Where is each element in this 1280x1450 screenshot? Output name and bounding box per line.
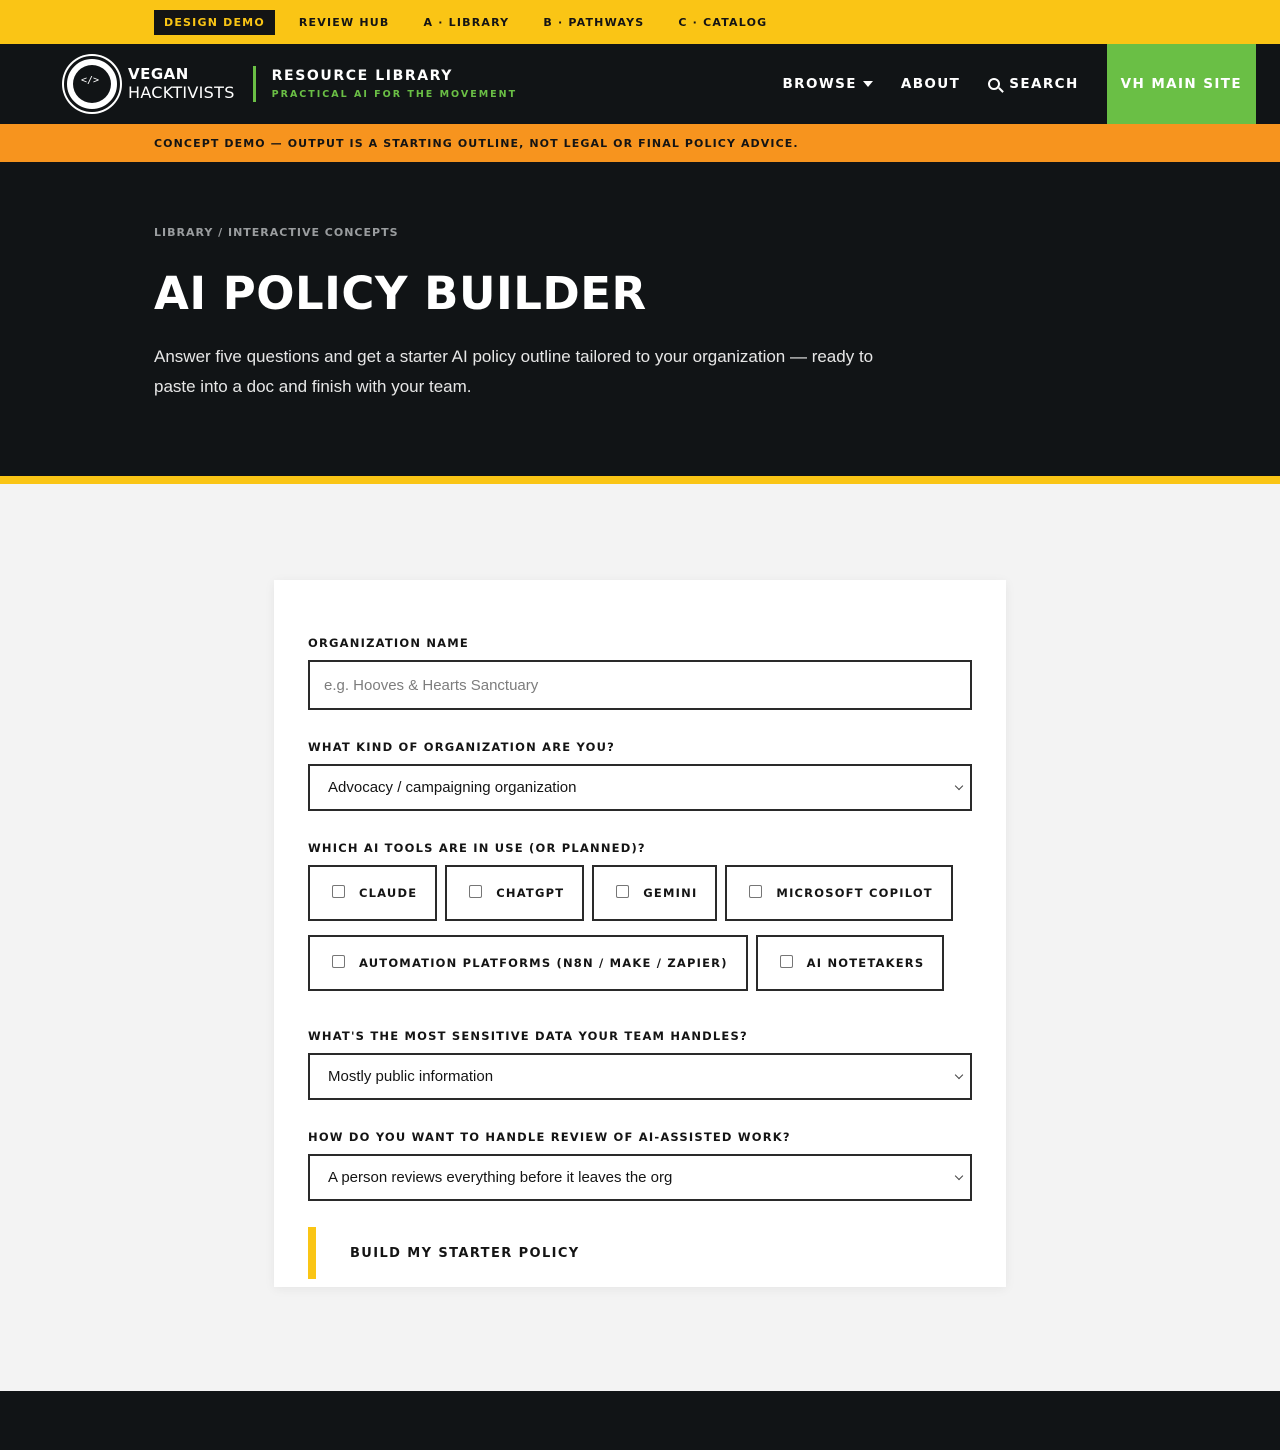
browse-label: BROWSE bbox=[782, 76, 857, 92]
tool-option-chatgpt[interactable] bbox=[445, 865, 584, 921]
browse-menu[interactable] bbox=[782, 76, 872, 92]
pathways-link[interactable]: B · PATHWAYS bbox=[543, 15, 645, 29]
library-tagline: PRACTICAL AI FOR THE MOVEMENT bbox=[271, 89, 518, 100]
page-intro: Answer five questions and get a starter AI policy outline tailored to your organization — ready to paste into a doc and finish with your team. bbox=[154, 347, 874, 396]
tool-option-copilot[interactable] bbox=[725, 865, 952, 921]
about-link[interactable]: ABOUT bbox=[900, 76, 961, 92]
checkbox[interactable] bbox=[469, 885, 482, 898]
tool-option-label: AUTOMATION PLATFORMS (N8N / MAKE / ZAPIER) bbox=[359, 956, 728, 970]
tool-option-label: GEMINI bbox=[643, 886, 698, 900]
sensitive-data-value: Mostly public information bbox=[328, 1068, 494, 1085]
policy-builder-form bbox=[274, 580, 1006, 1287]
sensitive-data-label: WHAT'S THE MOST SENSITIVE DATA YOUR TEAM HANDLES? bbox=[308, 1029, 748, 1043]
logo-line-2: HACKTIVISTS bbox=[128, 83, 235, 102]
review-select[interactable] bbox=[308, 1154, 972, 1201]
org-name-placeholder: e.g. Hooves & Hearts Sanctuary bbox=[324, 676, 539, 694]
org-type-value: Advocacy / campaigning organization bbox=[328, 779, 577, 796]
tool-option-label: MICROSOFT COPILOT bbox=[776, 886, 933, 900]
search-icon bbox=[988, 78, 1000, 90]
chevron-down-icon bbox=[955, 1070, 963, 1078]
main-navigation bbox=[0, 44, 1280, 124]
resource-library-title[interactable] bbox=[253, 66, 517, 102]
nav-links bbox=[782, 44, 1256, 124]
tool-option-automation[interactable] bbox=[308, 935, 748, 991]
tool-option-claude[interactable] bbox=[308, 865, 437, 921]
build-policy-button[interactable]: BUILD MY STARTER POLICY bbox=[308, 1227, 972, 1279]
org-name-input[interactable] bbox=[308, 660, 972, 710]
hero-section bbox=[0, 162, 1280, 484]
checkbox[interactable] bbox=[616, 885, 629, 898]
footer bbox=[0, 1391, 1280, 1450]
chevron-down-icon bbox=[955, 1171, 963, 1179]
org-type-label: WHAT KIND OF ORGANIZATION ARE YOU? bbox=[308, 740, 616, 754]
ai-tools-label: WHICH AI TOOLS ARE IN USE (OR PLANNED)? bbox=[308, 841, 646, 855]
tool-option-gemini[interactable] bbox=[592, 865, 717, 921]
main-content bbox=[0, 484, 1280, 1382]
tool-option-notetakers[interactable] bbox=[756, 935, 945, 991]
logo-icon bbox=[64, 56, 120, 112]
top-utility-bar bbox=[0, 0, 1280, 44]
checkbox[interactable] bbox=[780, 955, 793, 968]
logo-line-1: VEGAN bbox=[128, 65, 189, 83]
tool-option-label: AI NOTETAKERS bbox=[806, 956, 925, 970]
org-name-label: ORGANIZATION NAME bbox=[308, 636, 469, 650]
review-hub-link[interactable]: REVIEW HUB bbox=[298, 15, 390, 29]
checkbox[interactable] bbox=[332, 955, 345, 968]
checkbox[interactable] bbox=[749, 885, 762, 898]
main-site-button[interactable]: VH MAIN SITE bbox=[1107, 44, 1256, 124]
library-link[interactable]: A · LIBRARY bbox=[423, 15, 510, 29]
catalog-link[interactable]: C · CATALOG bbox=[678, 15, 768, 29]
design-demo-link[interactable]: DESIGN DEMO bbox=[154, 10, 275, 35]
chevron-down-icon bbox=[955, 781, 963, 789]
review-label: HOW DO YOU WANT TO HANDLE REVIEW OF AI-ASSISTED WORK? bbox=[308, 1130, 791, 1144]
review-value: A person reviews everything before it leaves the org bbox=[328, 1169, 673, 1186]
breadcrumb[interactable]: LIBRARY / INTERACTIVE CONCEPTS bbox=[154, 226, 399, 239]
library-title: RESOURCE LIBRARY bbox=[271, 68, 454, 84]
tool-option-label: CLAUDE bbox=[359, 886, 418, 900]
concept-notice-banner: CONCEPT DEMO — OUTPUT IS A STARTING OUTLINE, NOT LEGAL OR FINAL POLICY ADVICE. bbox=[0, 124, 1280, 162]
ai-tools-checkbox-group bbox=[308, 865, 988, 1005]
checkbox[interactable] bbox=[332, 885, 345, 898]
search-label: SEARCH bbox=[1009, 76, 1079, 92]
vegan-hacktivists-logo[interactable] bbox=[64, 56, 235, 112]
logo-wordmark bbox=[128, 67, 235, 101]
sensitive-data-select[interactable] bbox=[308, 1053, 972, 1100]
caret-down-icon bbox=[863, 81, 873, 87]
tool-option-label: CHATGPT bbox=[496, 886, 565, 900]
page-title: AI POLICY BUILDER bbox=[154, 267, 647, 320]
search-button[interactable] bbox=[988, 76, 1078, 92]
org-type-select[interactable] bbox=[308, 764, 972, 811]
